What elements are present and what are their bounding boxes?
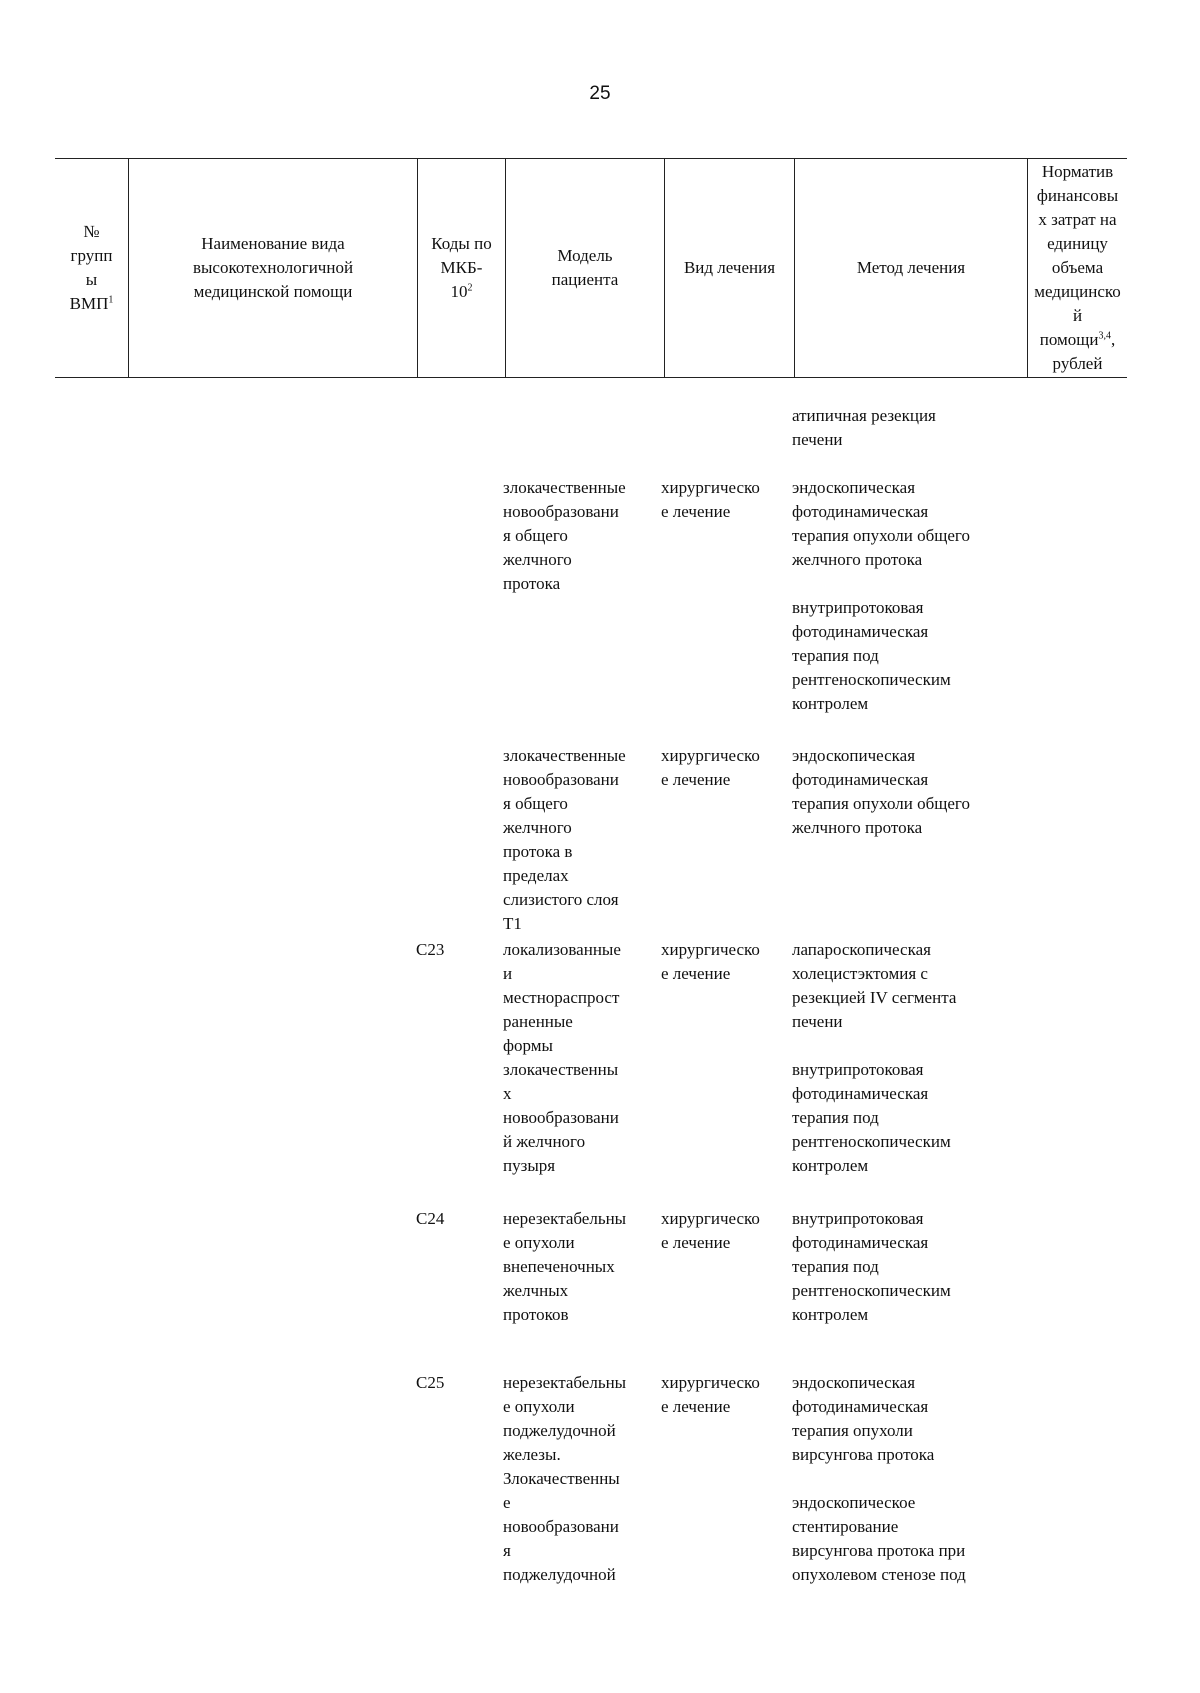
treatment-type-line: хирургическо xyxy=(661,478,760,497)
treatment-method-line: желчного протока xyxy=(792,550,923,569)
treatment-method-line: рентгеноскопическим xyxy=(792,670,951,689)
treatment-method-line: терапия опухоли xyxy=(792,1421,913,1440)
header-text: финансовы xyxy=(1036,186,1119,205)
patient-model-line: железы. xyxy=(503,1445,561,1464)
treatment-method xyxy=(792,1491,966,1587)
patient-model-line: формы xyxy=(503,1036,553,1055)
patient-model-line: и xyxy=(503,964,513,983)
table-header xyxy=(55,158,1127,378)
patient-model-line: злокачественные xyxy=(503,746,626,765)
header-text: МКБ- xyxy=(440,258,483,277)
treatment-type-line: е лечение xyxy=(661,964,731,983)
treatment-method-line: внутрипротоковая xyxy=(792,1060,924,1079)
header-text: медицинской помощи xyxy=(193,282,353,301)
treatment-method-line: атипичная резекция xyxy=(792,406,936,425)
header-text xyxy=(1034,328,1121,352)
treatment-method xyxy=(792,404,936,452)
treatment-method-line: печени xyxy=(792,430,843,449)
patient-model-line: пузыря xyxy=(503,1156,556,1175)
header-patient-model xyxy=(506,159,665,377)
patient-model-line: пределах xyxy=(503,866,569,885)
treatment-method xyxy=(792,476,970,572)
patient-model-line: новообразовани xyxy=(503,770,619,789)
patient-model xyxy=(503,938,621,1178)
treatment-type-line: хирургическо xyxy=(661,746,760,765)
treatment-method-line: рентгеноскопическим xyxy=(792,1132,951,1151)
header-text: медицинско xyxy=(1034,282,1121,301)
icd-code: C25 xyxy=(416,1373,445,1392)
treatment-method-line: резекцией IV сегмента xyxy=(792,988,957,1007)
header-text: помощи xyxy=(1039,330,1099,349)
treatment-type-line: е лечение xyxy=(661,1397,731,1416)
treatment-type-line: е лечение xyxy=(661,770,731,789)
treatment-method-line: контролем xyxy=(792,694,869,713)
treatment-method xyxy=(792,938,956,1034)
patient-model xyxy=(503,1207,626,1327)
header-financial-norm xyxy=(1028,159,1127,377)
patient-model xyxy=(503,476,626,596)
header-text: единицу xyxy=(1047,234,1108,253)
header-text: Вид лечения xyxy=(683,258,776,277)
patient-model-line: новообразовани xyxy=(503,1517,619,1536)
treatment-method xyxy=(792,1207,951,1327)
treatment-method-line: внутрипротоковая xyxy=(792,598,924,617)
treatment-method-line: терапия под xyxy=(792,1108,879,1127)
patient-model-line: я общего xyxy=(503,526,568,545)
treatment-method-line: эндоскопическая xyxy=(792,1373,916,1392)
patient-model-line: нерезектабельны xyxy=(503,1209,627,1228)
treatment-method-line: фотодинамическая xyxy=(792,622,929,641)
patient-model-line: протоков xyxy=(503,1305,569,1324)
treatment-type xyxy=(661,938,760,986)
patient-model-line: местнораспрост xyxy=(503,988,620,1007)
header-icd-codes xyxy=(417,159,506,377)
footnote-mark: 2 xyxy=(467,282,473,294)
patient-model-line: локализованные xyxy=(503,940,621,959)
patient-model-line: протока xyxy=(503,574,561,593)
treatment-method-line: фотодинамическая xyxy=(792,1397,929,1416)
header-text: пациента xyxy=(551,270,619,289)
header-text: Наименование вида xyxy=(201,234,345,253)
patient-model-line: я xyxy=(503,1541,511,1560)
treatment-type-line: хирургическо xyxy=(661,1373,760,1392)
treatment-type-line: е лечение xyxy=(661,1233,731,1252)
treatment-method-line: терапия под xyxy=(792,646,879,665)
treatment-method-line: эндоскопическая xyxy=(792,478,916,497)
treatment-method-line: вирсунгова протока при xyxy=(792,1541,966,1560)
patient-model-line: я общего xyxy=(503,794,568,813)
patient-model-line: T1 xyxy=(503,914,522,933)
header-text: рублей xyxy=(1052,354,1103,373)
icd-code: C23 xyxy=(416,940,445,959)
patient-model-line: слизистого слоя xyxy=(503,890,619,909)
header-text: , xyxy=(1110,330,1116,349)
patient-model-line: е xyxy=(503,1493,511,1512)
treatment-method-line: эндоскопическое xyxy=(792,1493,916,1512)
treatment-method-line: лапароскопическая xyxy=(792,940,931,959)
treatment-method-line: эндоскопическая xyxy=(792,746,916,765)
header-care-type xyxy=(129,159,417,377)
header-text: ы xyxy=(85,270,98,289)
treatment-method-line: фотодинамическая xyxy=(792,502,929,521)
patient-model-line: желчного xyxy=(503,550,572,569)
patient-model-line: е опухоли xyxy=(503,1233,575,1252)
patient-model-line: поджелудочной xyxy=(503,1565,616,1584)
patient-model-line: е опухоли xyxy=(503,1397,575,1416)
treatment-method-line: опухолевом стенозе под xyxy=(792,1565,966,1584)
icd-code: C24 xyxy=(416,1209,445,1228)
treatment-method xyxy=(792,596,951,716)
header-text: групп xyxy=(70,246,113,265)
patient-model-line: х xyxy=(503,1084,512,1103)
patient-model-line: нерезектабельны xyxy=(503,1373,627,1392)
header-text: ВМП xyxy=(69,294,109,313)
treatment-method-line: внутрипротоковая xyxy=(792,1209,924,1228)
treatment-method-line: вирсунгова протока xyxy=(792,1445,935,1464)
treatment-method-line: фотодинамическая xyxy=(792,770,929,789)
treatment-method-line: терапия под xyxy=(792,1257,879,1276)
footnote-mark: 1 xyxy=(108,294,114,306)
header-text: Метод лечения xyxy=(856,258,966,277)
treatment-method-line: терапия опухоли общего xyxy=(792,526,970,545)
patient-model-line: желчного xyxy=(503,818,572,837)
header-text: Модель xyxy=(557,246,613,265)
patient-model-line: новообразовани xyxy=(503,1108,619,1127)
page-number: 25 xyxy=(589,83,611,104)
treatment-method-line: терапия опухоли общего xyxy=(792,794,970,813)
header-text xyxy=(431,280,491,304)
patient-model-line: внепеченочных xyxy=(503,1257,615,1276)
patient-model-line: поджелудочной xyxy=(503,1421,616,1440)
treatment-type xyxy=(661,744,760,792)
treatment-method xyxy=(792,744,970,840)
header-text: высокотехнологичной xyxy=(192,258,354,277)
header-treatment-method xyxy=(795,159,1028,377)
patient-model-line: злокачественные xyxy=(503,478,626,497)
treatment-method xyxy=(792,1371,934,1467)
header-treatment-type xyxy=(665,159,795,377)
treatment-method-line: холецистэктомия с xyxy=(792,964,928,983)
patient-model-line: й желчного xyxy=(503,1132,586,1151)
treatment-type xyxy=(661,476,760,524)
treatment-method xyxy=(792,1058,951,1178)
patient-model-line: злокачественны xyxy=(503,1060,619,1079)
treatment-type-line: хирургическо xyxy=(661,940,760,959)
patient-model-line: раненные xyxy=(503,1012,573,1031)
treatment-method-line: рентгеноскопическим xyxy=(792,1281,951,1300)
header-text xyxy=(70,292,114,316)
patient-model-line: Злокачественны xyxy=(503,1469,620,1488)
patient-model-line: желчных xyxy=(503,1281,569,1300)
treatment-method-line: печени xyxy=(792,1012,843,1031)
treatment-type-line: е лечение xyxy=(661,502,731,521)
header-group-number xyxy=(55,159,129,377)
treatment-type xyxy=(661,1207,760,1255)
header-text: Норматив xyxy=(1041,162,1114,181)
header-text: Коды по xyxy=(431,234,492,253)
treatment-method-line: желчного протока xyxy=(792,818,923,837)
patient-model-line: новообразовани xyxy=(503,502,619,521)
header-text: й xyxy=(1072,306,1083,325)
footnote-mark: 3,4 xyxy=(1098,330,1111,342)
header-text: № xyxy=(83,222,100,241)
treatment-method-line: контролем xyxy=(792,1305,869,1324)
header-text: 10 xyxy=(450,282,468,301)
treatment-method-line: фотодинамическая xyxy=(792,1233,929,1252)
treatment-type xyxy=(661,1371,760,1419)
treatment-method-line: контролем xyxy=(792,1156,869,1175)
treatment-method-line: стентирование xyxy=(792,1517,899,1536)
patient-model-line: протока в xyxy=(503,842,573,861)
patient-model xyxy=(503,744,626,936)
header-text: х затрат на xyxy=(1038,210,1117,229)
treatment-method-line: фотодинамическая xyxy=(792,1084,929,1103)
treatment-type-line: хирургическо xyxy=(661,1209,760,1228)
patient-model xyxy=(503,1371,626,1587)
header-text: объема xyxy=(1051,258,1104,277)
